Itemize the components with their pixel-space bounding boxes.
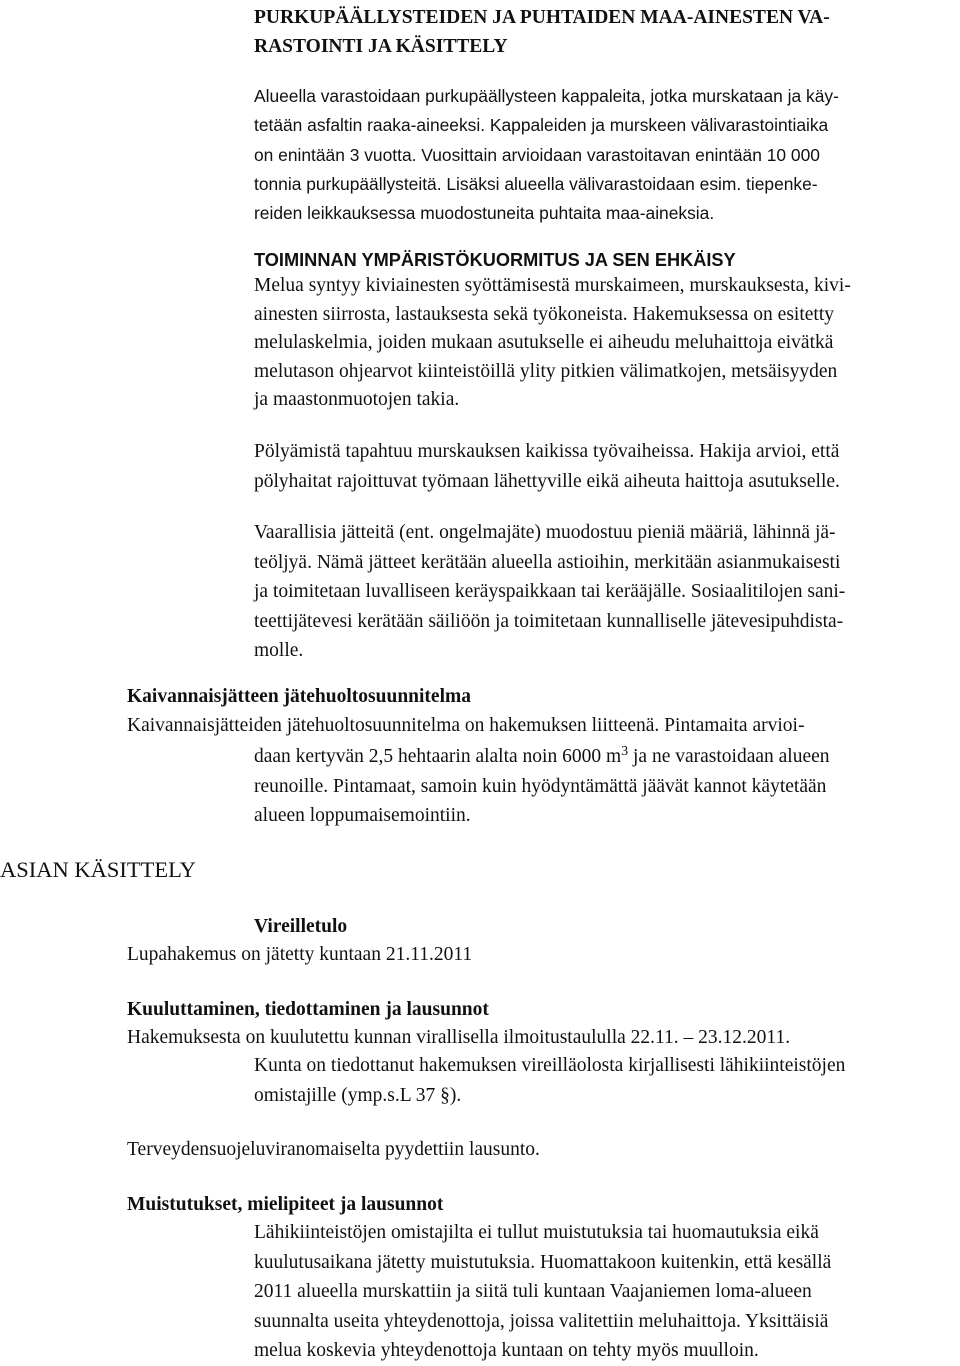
noise-paragraph	[254, 272, 851, 415]
text-line: melua koskevia yhteydenottoja kuntaan on tehty myös muulloin.	[254, 1340, 759, 1361]
text-line: suunnalta useita yhteydenottoja, joissa valitettiin meluhaittoja. Yksittäisiä	[254, 1310, 829, 1332]
health-authority-statement	[127, 1136, 540, 1164]
text-line: on enintään 3 vuotta. Vuosittain arvioidaan varastoitavan enintään 10 000	[254, 144, 820, 165]
text-line: reunoille. Pintamaat, samoin kuin hyödyntämättä jäävät kannot käytetään	[254, 775, 827, 797]
text-line: teettijätevesi kerätään säiliöön ja toimitetaan kunnalliselle jätevesipuhdista-	[254, 610, 844, 632]
text-line: Terveydensuojeluviranomaiselta pyydettiin lausunto.	[127, 1139, 540, 1160]
dust-paragraph	[254, 437, 840, 496]
heading-text: TOIMINNAN YMPÄRISTÖKUORMITUS JA SEN EHKÄISY	[254, 250, 736, 270]
side-heading-case-processing	[0, 854, 196, 886]
text-line: kuulutusaikana jätetty muistutuksia. Huomattakoon kuitenkin, että kesällä	[254, 1251, 832, 1273]
text-line: Melua syntyy kiviainesten syöttämisestä murskaimeen, murskauksesta, kivi-	[254, 275, 851, 296]
text-line: ainesten siirrosta, lastauksesta sekä työkoneista. Hakemuksessa on esitetty	[254, 303, 834, 325]
heading-text: Kuuluttaminen, tiedottaminen ja lausunnot	[127, 999, 489, 1020]
hazardous-waste-paragraph	[254, 518, 845, 666]
text-line: Kunta on tiedottanut hakemuksen vireilläolosta kirjallisesti lähikiinteistöjen	[254, 1055, 846, 1076]
text-line: reiden leikkauksessa muodostuneita puhtaita maa-aineksia.	[254, 203, 715, 224]
text-line: Lupahakemus on jätetty kuntaan 21.11.2011	[127, 944, 473, 965]
text-line: ja toimitetaan luvalliseen keräyspaikkaan tai kerääjälle. Sosiaalitilojen sani-	[254, 581, 846, 602]
waste-plan-paragraph	[254, 742, 830, 831]
text-line: teöljyä. Nämä jätteet kerätään alueella astioihin, merkitään asianmukaisesti	[254, 551, 841, 573]
section-heading-waste-plan	[127, 683, 471, 711]
heading-line: RASTOINTI JA KÄSITTELY	[254, 36, 508, 57]
text-line: Pölyämistä tapahtuu murskauksen kaikissa työvaiheissa. Hakija arvioi, että	[254, 441, 840, 462]
text-line: omistajille (ymp.s.L 37 §).	[254, 1084, 462, 1106]
heading-text: Vireilletulo	[254, 916, 348, 937]
superscript: 3	[621, 744, 629, 759]
heading-text: Kaivannaisjätteen jätehuoltosuunnitelma	[127, 686, 471, 707]
text-line: 2011 alueella murskattiin ja siitä tuli kuntaan Vaajaniemen loma-alueen	[254, 1281, 812, 1302]
section-heading-objections	[127, 1191, 443, 1219]
initiation-text	[127, 941, 472, 969]
text-fragment: ja ne varastoidaan alueen	[628, 746, 830, 767]
text-line: tetään asfaltin raaka-aineeksi. Kappaleiden ja murskeen välivarastointiaika	[254, 115, 829, 136]
text-line: tonnia purkupäällysteitä. Lisäksi alueella välivarastoidaan esim. tiepenke-	[254, 173, 818, 194]
announcement-first-line	[127, 1024, 790, 1052]
heading-text: ASIAN KÄSITTELY	[0, 857, 196, 882]
section-heading-initiation	[254, 913, 347, 941]
text-line: Vaarallisia jätteitä (ent. ongelmajäte) muodostuu pieniä määriä, lähinnä jä-	[254, 522, 836, 543]
text-fragment: daan kertyvän 2,5 hehtaarin alalta noin 6000 m	[254, 746, 622, 767]
objections-paragraph	[254, 1218, 831, 1366]
text-line: alueen loppumaisemointiin.	[254, 805, 471, 826]
text-line: Lähikiinteistöjen omistajilta ei tullut muistutuksia tai huomautuksia eikä	[254, 1222, 819, 1243]
text-line: melutason ohjearvot kiinteistöillä ylity pitkien välimatkojen, metsäisyyden	[254, 360, 838, 382]
text-line: melulaskelmia, joiden mukaan asutukselle ei aiheudu meluhaittoja eivätkä	[254, 332, 834, 354]
text-line: Kaivannaisjätteiden jätehuoltosuunnitelma on hakemuksen liitteenä. Pintamaita arvioi-	[127, 715, 805, 736]
section-heading-paving-storage	[254, 3, 830, 61]
text-line	[254, 742, 830, 772]
text-line: molle.	[254, 640, 304, 661]
announcement-paragraph	[254, 1051, 845, 1110]
paving-storage-paragraph	[254, 82, 839, 228]
waste-plan-first-line	[127, 712, 804, 740]
heading-text: Muistutukset, mielipiteet ja lausunnot	[127, 1194, 444, 1215]
section-heading-announcement	[127, 996, 489, 1024]
text-line: ja maastonmuotojen takia.	[254, 389, 460, 411]
text-line: Alueella varastoidaan purkupäällysteen kappaleita, jotka murskataan ja käy-	[254, 86, 839, 106]
section-heading-environmental-load	[254, 246, 736, 274]
text-line: pölyhaitat rajoittuvat työmaan lähettyville eikä aiheuta haittoja asutukselle.	[254, 470, 840, 492]
text-line: Hakemuksesta on kuulutettu kunnan virallisella ilmoitustaululla 22.11. – 23.12.2011.	[127, 1027, 791, 1048]
heading-line: PURKUPÄÄLLYSTEIDEN JA PUHTAIDEN MAA-AINESTEN VA-	[254, 7, 830, 28]
